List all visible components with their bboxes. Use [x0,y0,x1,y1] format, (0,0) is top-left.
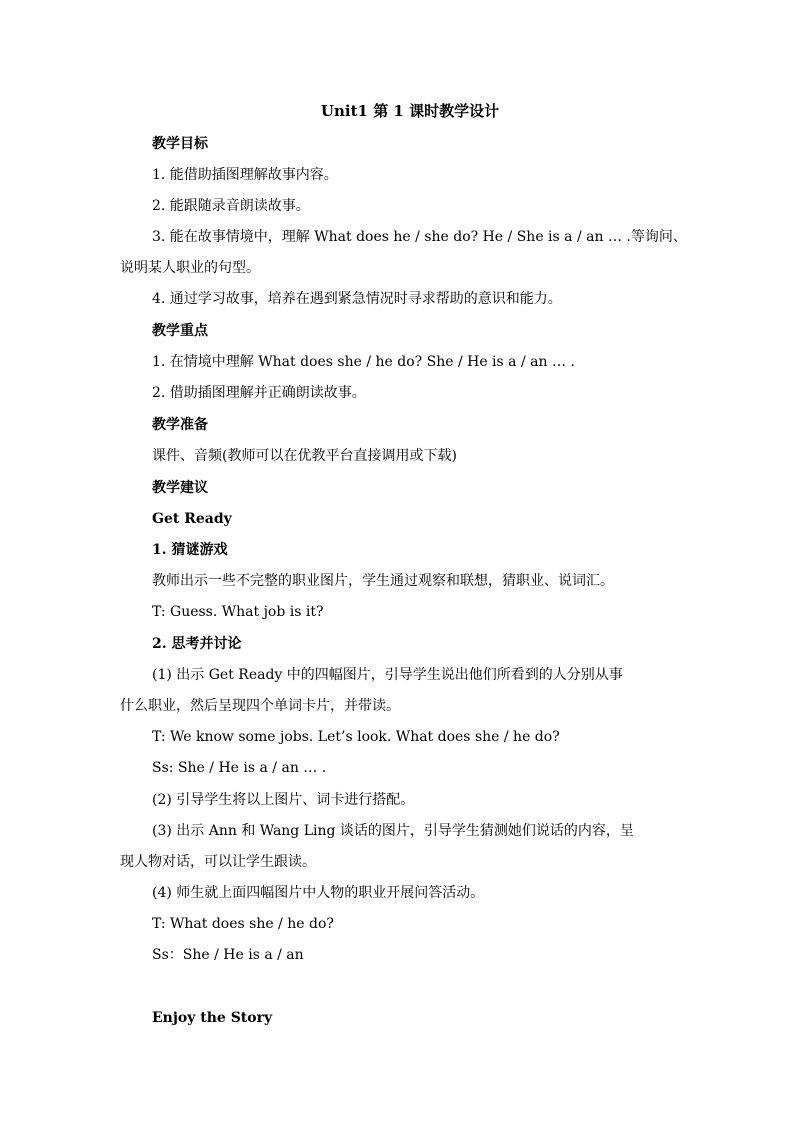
key-points-heading: 教学重点 [152,323,208,339]
step-4-dialog-1: T: What does she / he do? [152,916,334,932]
step-1-line-1: (1) 出示 Get Ready 中的四幅图片，引导学生说出他们所看到的人分别从事 [152,667,623,683]
guess-game-dialog: T: Guess. What job is it? [152,604,324,620]
goal-item-1: 1. 能借助插图理解故事内容。 [152,167,338,183]
page-title: Unit1 第 1 课时教学设计 [320,102,500,120]
step-3-line-2: 现人物对话，可以让学生跟读。 [120,854,316,870]
preparation-text: 课件、音频(教师可以在优教平台直接调用或下载) [152,448,457,464]
guess-game-heading: 1. 猜谜游戏 [152,542,228,558]
goal-item-2: 2. 能跟随录音朗读故事。 [152,198,310,214]
step-4-dialog-2: Ss：She / He is a / an [152,947,304,963]
preparation-heading: 教学准备 [152,417,208,433]
key-point-item-1: 1. 在情境中理解 What does she / he do? She / He is a / an … . [152,354,575,370]
key-point-item-2: 2. 借助插图理解并正确朗读故事。 [152,385,366,401]
step-1-dialog-1: T: We know some jobs. Let’s look. What does she / he do? [152,729,560,745]
goal-item-4: 4. 通过学习故事，培养在遇到紧急情况时寻求帮助的意识和能力。 [152,291,562,307]
step-1-line-2: 什么职业，然后呈现四个单词卡片，并带读。 [120,698,400,714]
discuss-heading: 2. 思考并讨论 [152,636,242,652]
enjoy-story-heading: Enjoy the Story [152,1010,273,1026]
step-1-dialog-2: Ss: She / He is a / an … . [152,760,327,776]
guess-game-text: 教师出示一些不完整的职业图片，学生通过观察和联想，猜职业、说词汇。 [152,573,614,589]
step-2: (2) 引导学生将以上图片、词卡进行搭配。 [152,792,415,808]
suggestions-heading: 教学建议 [152,480,208,496]
get-ready-heading: Get Ready [152,511,232,527]
step-3-line-1: (3) 出示 Ann 和 Wang Ling 谈话的图片，引导学生猜测她们说话的内容，呈 [152,823,634,839]
step-4: (4) 师生就上面四幅图片中人物的职业开展问答活动。 [152,885,485,901]
goal-item-3-line-2: 说明某人职业的句型。 [120,260,260,276]
goal-item-3-line-1: 3. 能在故事情境中，理解 What does he / she do? He / She is a / an … .等询问、 [152,229,687,245]
goals-heading: 教学目标 [152,136,208,152]
